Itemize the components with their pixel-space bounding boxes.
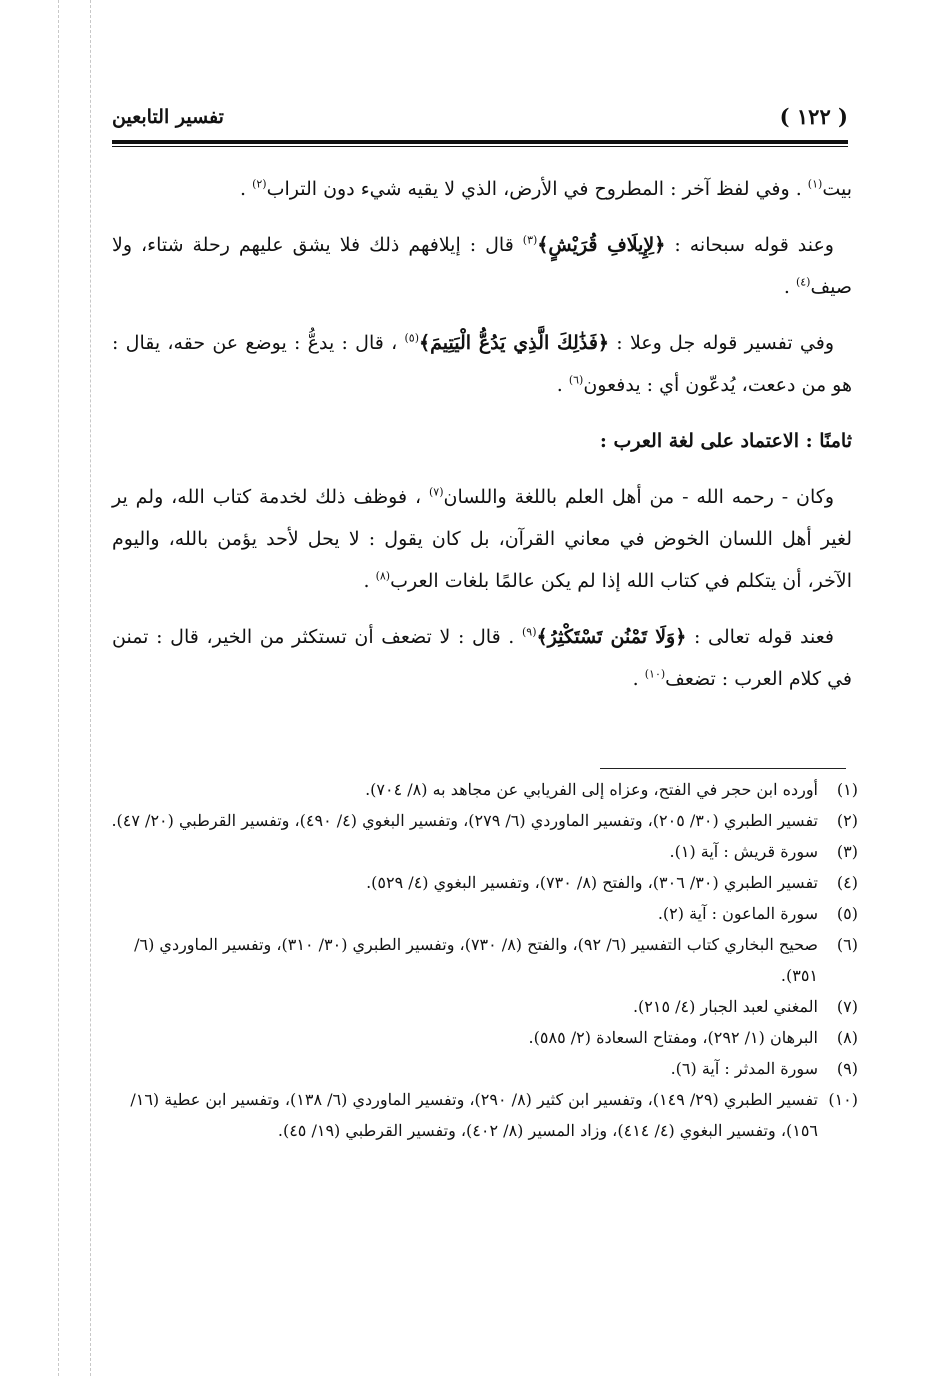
paragraph-text: . [239, 178, 253, 200]
quran-verse: ﴿لِإِيلَافِ قُرَيْشٍ﴾ [537, 234, 666, 256]
header-rule-thin [112, 146, 848, 147]
paragraph-text: . [783, 276, 796, 298]
paragraph-3 [112, 322, 852, 406]
footnote-number: (٦) [836, 935, 858, 954]
footnote-ref[interactable]: (٧) [428, 485, 444, 499]
header-rule-thick [112, 140, 848, 144]
footnote-number: (١٠) [828, 1090, 858, 1109]
paragraph-text: . [632, 668, 645, 690]
footnote-text: سورة المدثر : آية (٦). [670, 1059, 818, 1078]
footnote-text: تفسير الطبري (٢٩/ ١٤٩)، وتفسير ابن كثير (٨/ ٢٩٠)، وتفسير الماوردي (٦/ ١٣٨)، وتفسير ابن عطية (١٦/ ١٥٦)، وتفسير البغوي (٤/ ٤١٤)، وزاد المسير (٨/ ٤٠٢)، وتفسير القرطبي (١٩/ ٤٥). [130, 1090, 818, 1140]
footnote-number: (١) [836, 780, 858, 799]
footnote-text: سورة قريش : آية (١). [669, 842, 818, 861]
footnote-ref[interactable]: (١) [807, 177, 823, 191]
footnote-number: (٩) [836, 1059, 858, 1078]
paragraph-2 [112, 224, 852, 308]
footnote-text: صحيح البخاري كتاب التفسير (٦/ ٩٢)، والفتح (٨/ ٧٣٠)، وتفسير الطبري (٣٠/ ٣١٠)، وتفسير الماوردي (٦/ ٣٥١). [134, 935, 818, 985]
footnote-number: (٤) [836, 873, 858, 892]
paragraph-5 [112, 616, 852, 700]
footnote-text: البرهان (١/ ٢٩٢)، ومفتاح السعادة (٢/ ٥٨٥). [528, 1028, 818, 1047]
footnote-item [110, 898, 858, 929]
footnote-number: (٢) [836, 811, 858, 830]
paragraph-text: ، قال : يدعُّ : يوضع عن حقه، يقال : هو من دععت، يُدعّون أي : يدفعون [112, 332, 852, 396]
footnote-number: (٣) [836, 842, 858, 861]
footnote-ref[interactable]: (٢) [252, 177, 267, 191]
paragraph-text: وكان - رحمه الله - من أهل العلم باللغة واللسان [443, 486, 834, 508]
main-text [112, 168, 852, 714]
footnote-ref[interactable]: (٤) [795, 275, 811, 289]
scan-margin-line-left [58, 0, 59, 1376]
footnote-item [110, 867, 858, 898]
paragraph-text: فعند قوله تعالى : [686, 626, 835, 648]
quran-verse: ﴿وَلَا تَمْنُن تَسْتَكْثِرُ﴾ [536, 626, 687, 648]
paragraph-text: قال : إيلافهم ذلك فلا يشق عليهم رحلة شتاء، ولا صيف [112, 234, 852, 298]
paragraph-text: . وفي لفظ آخر : المطروح في الأرض، الذي لا يقيه شيء دون التراب [266, 178, 808, 200]
paragraph-text: بيت [822, 178, 852, 200]
scan-margin-line-inner [90, 0, 91, 1376]
footnote-text: تفسير الطبري (٣٠/ ٣٠٦)، والفتح (٨/ ٧٣٠)، وتفسير البغوي (٤/ ٥٢٩). [366, 873, 818, 892]
footnote-number: (٥) [836, 904, 858, 923]
page-header [112, 106, 848, 136]
section-heading: ثامنًا : الاعتماد على لغة العرب : [599, 430, 852, 452]
footnote-item [110, 774, 858, 805]
footnote-item [110, 1053, 858, 1084]
paragraph-4 [112, 476, 852, 602]
footnote-item [110, 929, 858, 991]
footnote-text: تفسير الطبري (٣٠/ ٢٠٥)، وتفسير الماوردي (٦/ ٢٧٩)، وتفسير البغوي (٤/ ٤٩٠)، وتفسير القرطبي (٢٠/ ٤٧). [111, 811, 818, 830]
paragraph-text: ، فوظف ذلك لخدمة كتاب الله، ولم ير لغير أهل اللسان الخوض في معاني القرآن، بل كان يقول : لا يحل لأحد يؤمن بالله، واليوم الآخر، أن يتكلم في كتاب الله إذا لم يكن عالمًا بلغات العرب [112, 486, 852, 592]
footnote-item [110, 1084, 858, 1146]
running-title: تفسير التابعين [112, 106, 224, 128]
paragraph-1 [112, 168, 852, 210]
paragraph-text: . [556, 374, 569, 396]
footnote-number: (٧) [836, 997, 858, 1016]
footnote-text: المغني لعبد الجبار (٤/ ٢١٥). [632, 997, 818, 1016]
footnote-ref[interactable]: (٥) [404, 331, 419, 345]
paragraph-text: وفي تفسير قوله جل وعلا : [609, 332, 834, 354]
footnotes [110, 774, 858, 1146]
footnote-ref[interactable]: (٨) [375, 569, 391, 583]
footnote-item [110, 805, 858, 836]
paragraph-text: . قال : لا تضعف أن تستكثر من الخير، قال : تمنن في كلام العرب : تضعف [112, 626, 852, 690]
quran-verse: ﴿فَذَٰلِكَ الَّذِي يَدُعُّ الْيَتِيمَ﴾ [419, 332, 610, 354]
footnote-text: أورده ابن حجر في الفتح، وعزاه إلى الفريابي عن مجاهد به (٨/ ٧٠٤). [365, 780, 818, 799]
footnote-number: (٨) [836, 1028, 858, 1047]
footnote-item [110, 1022, 858, 1053]
footnote-separator [600, 768, 846, 769]
paragraph-text: وعند قوله سبحانه : [665, 234, 834, 256]
footnote-text: سورة الماعون : آية (٢). [657, 904, 818, 923]
footnote-ref[interactable]: (٩) [521, 625, 537, 639]
footnote-ref[interactable]: (١٠) [644, 667, 666, 681]
page-number: ( ١٢٢ ) [779, 104, 848, 129]
footnote-item [110, 836, 858, 867]
footnote-ref[interactable]: (٣) [522, 233, 538, 247]
paragraph-text: . [363, 570, 376, 592]
footnote-item [110, 991, 858, 1022]
footnote-ref[interactable]: (٦) [568, 373, 584, 387]
